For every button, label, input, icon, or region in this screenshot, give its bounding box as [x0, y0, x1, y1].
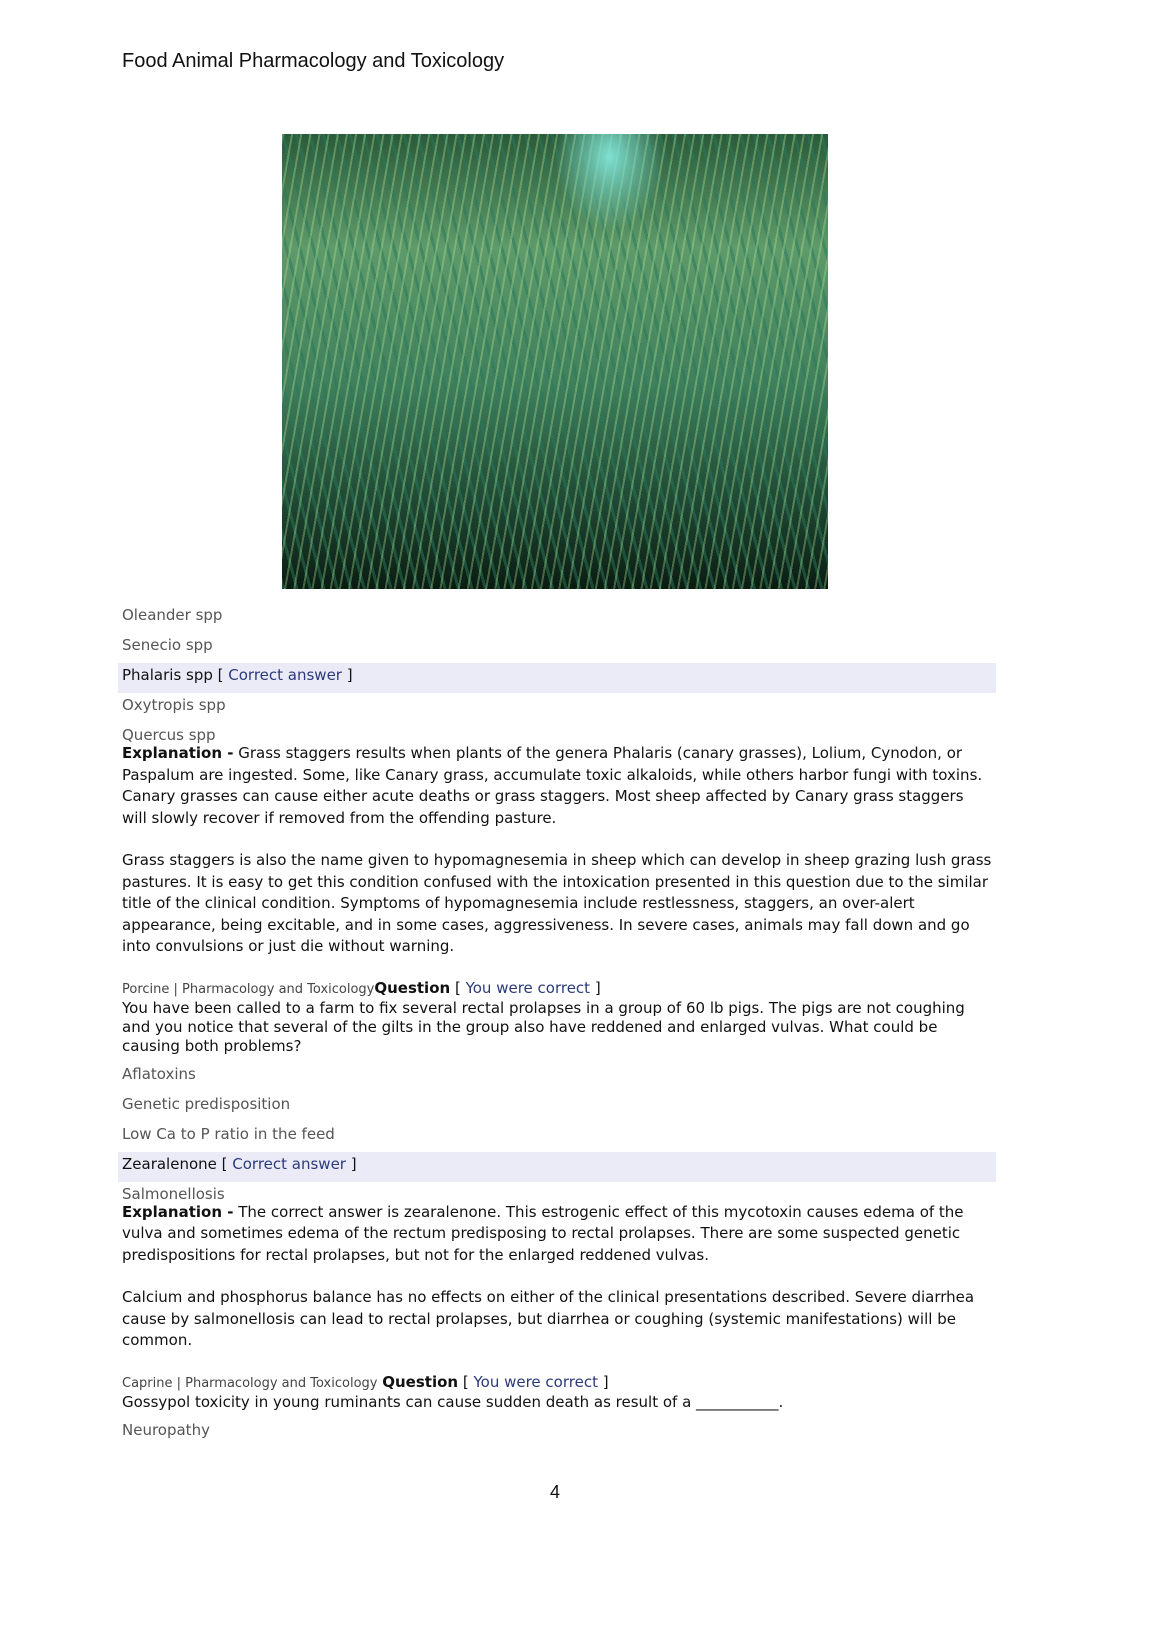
answer-option: Oxytropis spp: [122, 696, 226, 714]
option-text: Phalaris spp: [122, 666, 213, 684]
explanation-label: Explanation -: [122, 1202, 234, 1221]
answer-option: Oleander spp: [122, 606, 223, 624]
answer-option: Genetic predisposition: [122, 1094, 291, 1113]
explanation: [122, 1202, 992, 1267]
explanation-text: The correct answer is zearalenone. This estrogenic effect of this mycotoxin causes edema of the vulva and sometimes edema of the rectum predisposing to rectal prolapses. There are some suspected genetic predispositions for rectal prolapses, but not for the enlarged reddened vulvas.: [122, 1202, 964, 1264]
question-category: Porcine | Pharmacology and Toxicology: [122, 981, 375, 997]
answer-option: Neuropathy: [122, 1420, 210, 1439]
answer-option-correct: Phalaris spp [ Correct answer ]: [118, 663, 996, 693]
answer-option: Low Ca to P ratio in the feed: [122, 1124, 335, 1143]
question-label: Question: [382, 1372, 459, 1391]
question-header: Porcine | Pharmacology and ToxicologyQuestion [ You were correct ]: [122, 978, 601, 997]
answer-option: Salmonellosis: [122, 1184, 225, 1203]
result-status: You were correct: [465, 978, 591, 997]
explanation-paragraph: Calcium and phosphorus balance has no effects on either of the clinical presentations described. Severe diarrhea cause by salmonellosis can lead to rectal prolapses, but diarrhea or coughing (systemic manifestations) will be common.: [122, 1288, 975, 1349]
canary-grass-photo: [282, 134, 828, 589]
explanation-text: Grass staggers results when plants of the genera Phalaris (canary grasses), Lolium, Cynodon, or Paspalum are ingested. Some, like Canary grass, accumulate toxic alkaloids, while others harbor fungi with toxins. Canary grasses can cause either acute deaths or grass staggers. Most sheep affected by Canary grass staggers will slowly recover if removed from the offending pasture.: [122, 744, 983, 827]
explanation: [122, 743, 992, 829]
question-label: Question: [374, 978, 451, 997]
question-category: Caprine | Pharmacology and Toxicology: [122, 1375, 378, 1391]
question-text: Gossypol toxicity in young ruminants can cause sudden death as result of a ___________.: [122, 1392, 784, 1411]
question-text: You have been called to a farm to fix several rectal prolapses in a group of 60 lb pigs. The pigs are not coughing and you notice that several of the gilts in the group also have reddened and enlarged vulvas. What could be causing both problems?: [122, 998, 965, 1055]
explanation-label: Explanation -: [122, 744, 234, 762]
result-status: You were correct: [473, 1372, 598, 1391]
question-header: Caprine | Pharmacology and Toxicology Question [ You were correct ]: [122, 1372, 609, 1391]
option-text: Zearalenone: [122, 1154, 217, 1173]
answer-option: Aflatoxins: [122, 1064, 196, 1083]
correct-answer-tag: Correct answer: [228, 666, 342, 684]
answer-option: Quercus spp: [122, 726, 216, 744]
explanation-paragraph: Grass staggers is also the name given to hypomagnesemia in sheep which can develop in sheep grazing lush grass pastures. It is easy to get this condition confused with the intoxication presented in this question due to the similar title of the clinical condition. Symptoms of hypomagnesemia include restlessness, staggers, an over-alert appearance, being excitable, and in some cases, aggressiveness. In severe cases, animals may fall down and go into convulsions or just die without warning.: [122, 851, 992, 955]
answer-option-correct: Zearalenone [ Correct answer ]: [118, 1152, 996, 1182]
answer-option: Senecio spp: [122, 636, 213, 654]
quiz-content: [122, 603, 992, 1448]
page-number: 4: [549, 1482, 560, 1502]
running-header: Food Animal Pharmacology and Toxicology: [122, 50, 505, 72]
correct-answer-tag: Correct answer: [232, 1154, 346, 1173]
